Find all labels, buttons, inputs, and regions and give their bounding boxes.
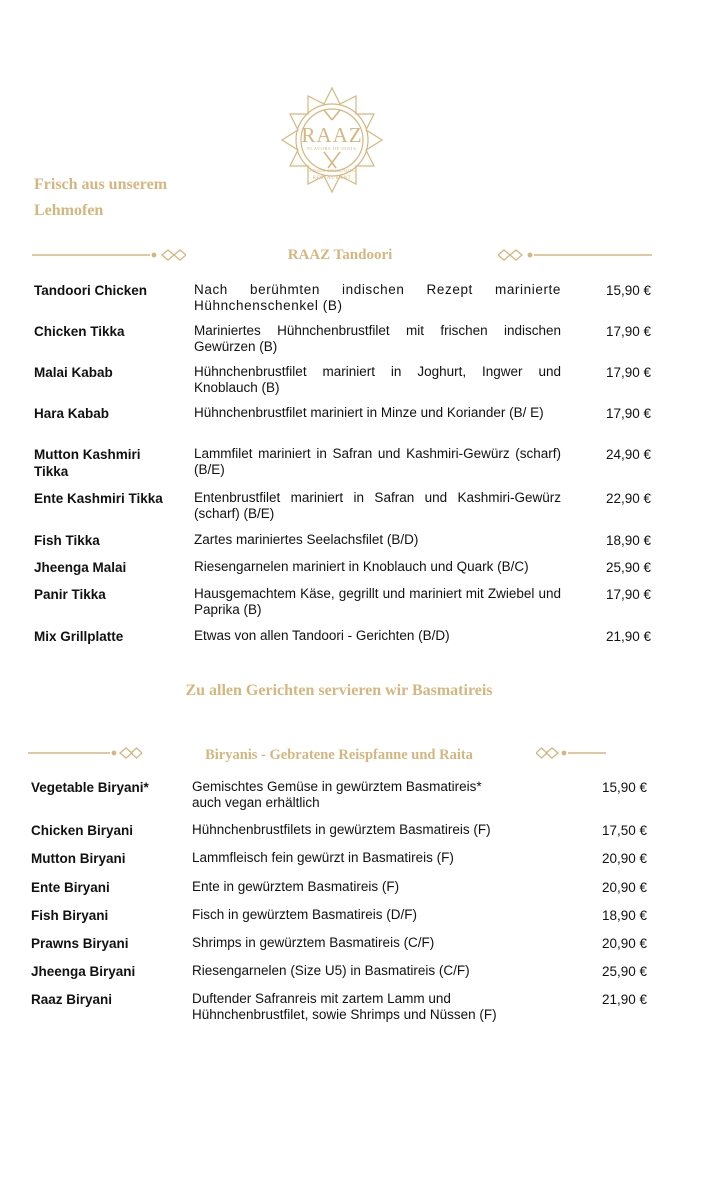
raaz-logo — [278, 84, 386, 196]
item-description: Gemischtes Gemüse in gewürztem Basmatireis* auch vegan erhältlich — [192, 779, 482, 810]
item-description: Lammfleisch fein gewürzt in Basmatireis (F) — [192, 850, 454, 865]
item-name: Mix Grillplatte — [34, 629, 124, 644]
item-description: Duftender Safranreis mit zartem Lamm und Hühnchenbrustfilet, sowie Shrimps und Nüssen (F) — [192, 991, 497, 1022]
item-description: Zartes mariniertes Seelachsfilet (B/D) — [194, 532, 419, 547]
item-price: 18,90 € — [601, 908, 647, 923]
item-name: Prawns Biryani — [31, 936, 129, 951]
item-name: Panir Tikka — [34, 587, 106, 602]
item-price: 17,90 € — [605, 324, 651, 339]
item-description: Hühnchenbrustfilet mariniert in Joghurt, Ingwer und Knoblauch (B) — [194, 364, 561, 395]
logo-subline: INDISCHE SPEZIALITÄTEN — [309, 169, 355, 173]
item-name: Chicken Tikka — [34, 324, 125, 339]
item-price: 18,90 € — [605, 533, 651, 548]
item-price: 17,90 € — [605, 365, 651, 380]
left-ornament-divider — [28, 747, 142, 759]
item-price: 20,90 € — [601, 851, 647, 866]
item-name: Malai Kabab — [34, 365, 113, 380]
intro-line-2: Lehmofen — [34, 202, 104, 219]
item-description: Hausgemachtem Käse, gegrillt und mariniert mit Zwiebel und Paprika (B) — [194, 586, 561, 617]
rice-note: Zu allen Gerichten servieren wir Basmatireis — [185, 682, 493, 699]
logo-tagline: FLAVORS OF INDIA — [307, 146, 357, 151]
item-description: Mariniertes Hühnchenbrustfilet mit frischen indischen Gewürzen (B) — [194, 323, 561, 354]
item-name: Fish Tikka — [34, 533, 100, 548]
item-name: Vegetable Biryani* — [31, 780, 149, 795]
item-price: 20,90 € — [601, 936, 647, 951]
item-name: Fish Biryani — [31, 908, 109, 923]
item-price: 17,90 € — [605, 587, 651, 602]
item-price: 21,90 € — [605, 629, 651, 644]
item-name: Tandoori Chicken — [34, 283, 148, 298]
item-name: Ente Kashmiri Tikka — [34, 491, 163, 506]
item-description: Hühnchenbrustfilet mariniert in Minze und Koriander (B/ E) — [194, 405, 544, 420]
item-price: 15,90 € — [601, 780, 647, 795]
item-description: Etwas von allen Tandoori - Gerichten (B/D) — [194, 628, 450, 643]
item-name: Hara Kabab — [34, 406, 110, 421]
item-description: Riesengarnelen mariniert in Knoblauch und Quark (B/C) — [194, 559, 529, 574]
item-name: Jheenga Malai — [34, 560, 127, 575]
item-price: 21,90 € — [601, 992, 647, 1007]
right-ornament-divider — [498, 249, 652, 261]
item-name: Mutton Kashmiri Tikka — [34, 447, 141, 479]
biryani-title: Biryanis - Gebratene Reispfanne und Raita — [205, 747, 473, 763]
item-price: 25,90 € — [601, 964, 647, 979]
tandoori-title: RAAZ Tandoori — [287, 247, 393, 263]
item-description: Lammfilet mariniert in Safran und Kashmiri-Gewürz (scharf) (B/E) — [194, 446, 561, 477]
item-price: 17,90 € — [605, 406, 651, 421]
left-ornament-divider — [32, 249, 186, 261]
item-price: 25,90 € — [605, 560, 651, 575]
item-price: 15,90 € — [605, 283, 651, 298]
item-description: Shrimps in gewürztem Basmatireis (C/F) — [192, 935, 435, 950]
item-description: Hühnchenbrustfilets in gewürztem Basmatireis (F) — [192, 822, 491, 837]
item-price: 24,90 € — [605, 447, 651, 462]
item-name: Mutton Biryani — [31, 851, 126, 866]
item-description: Nach berühmten indischen Rezept marinierte Hühnchenschenkel (B) — [194, 282, 561, 313]
item-name: Ente Biryani — [31, 880, 110, 895]
item-description: Ente in gewürztem Basmatireis (F) — [192, 879, 400, 894]
logo-brand: RAAZ — [301, 123, 363, 147]
item-description: Entenbrustfilet mariniert in Safran und Kashmiri-Gewürz (scharf) (B/E) — [194, 490, 561, 521]
intro-line-1: Frisch aus unserem — [34, 176, 168, 193]
right-ornament-divider — [536, 747, 648, 759]
intro-heading — [34, 172, 234, 224]
item-price: 20,90 € — [601, 880, 647, 895]
logo-word: RESTAURANT — [312, 176, 352, 181]
item-name: Chicken Biryani — [31, 823, 134, 838]
item-name: Raaz Biryani — [31, 992, 113, 1007]
item-description: Fisch in gewürztem Basmatireis (D/F) — [192, 907, 418, 922]
item-price: 17,50 € — [601, 823, 647, 838]
item-price: 22,90 € — [605, 491, 651, 506]
item-description: Riesengarnelen (Size U5) in Basmatireis (C/F) — [192, 963, 470, 978]
item-name: Jheenga Biryani — [31, 964, 136, 979]
